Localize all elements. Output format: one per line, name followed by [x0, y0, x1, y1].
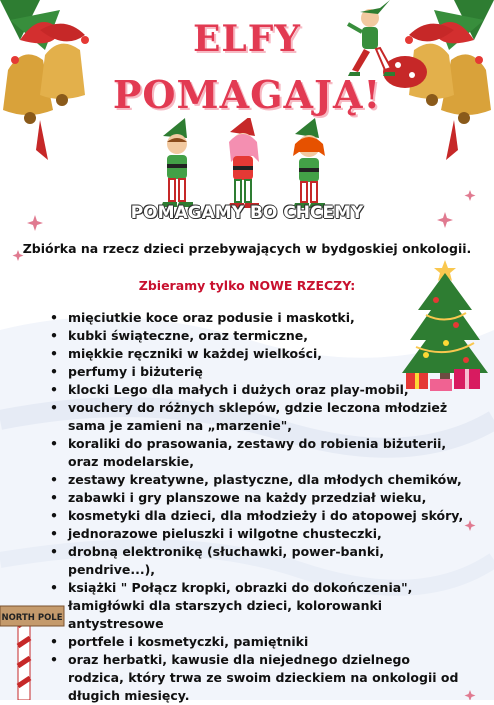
intro-text: Zbiórka na rzecz dzieci przebywających w bydgoskiej onkologii.	[22, 241, 472, 256]
list-item	[50, 543, 470, 579]
title-line-2: POMAGAJĄ!	[112, 72, 382, 117]
list-item	[50, 327, 470, 345]
list-item	[50, 345, 470, 363]
list-item-text: koraliki do prasowania, zestawy do robienia biżuterii, oraz modelarskie,	[68, 436, 447, 469]
list-item	[50, 651, 470, 705]
list-item-text: kubki świąteczne, oraz termiczne,	[68, 328, 308, 343]
list-item	[50, 399, 470, 435]
list-item-text: perfumy i biżuterię	[68, 364, 203, 379]
three-elves-icon	[145, 118, 345, 213]
list-item	[50, 579, 470, 633]
list-item	[50, 381, 470, 399]
list-item	[50, 633, 470, 651]
list-item-text: vouchery do różnych sklepów, gdzie leczona młodzież sama je zamieni na „marzenie",	[68, 400, 448, 433]
list-item-text: zabawki i gry planszowe na każdy przedział wieku,	[68, 490, 427, 505]
list-item-text: jednorazowe pieluszki i wilgotne chusteczki,	[68, 526, 382, 541]
list-item	[50, 507, 470, 525]
collect-heading: Zbieramy tylko NOWE RZECZY:	[138, 278, 356, 293]
list-item-text: książki " Połącz kropki, obrazki do dokończenia", łamigłówki dla starszych dzieci, kolorowanki antystresowe	[68, 580, 413, 631]
title-line-1: ELFY	[192, 18, 301, 60]
list-item-text: klocki Lego dla małych i dużych oraz play-mobil,	[68, 382, 409, 397]
list-item	[50, 489, 470, 507]
list-item-text: mięciutkie koce oraz podusie i maskotki,	[68, 310, 355, 325]
motto-text: POMAGAMY BO CHCEMY	[130, 203, 364, 223]
list-item-text: portfele i kosmetyczki, pamiętniki	[68, 634, 309, 649]
sign-label: NORTH POLE	[1, 613, 63, 623]
list-item	[50, 363, 470, 381]
list-item	[50, 471, 470, 489]
list-item-text: oraz herbatki, kawusie dla niejednego dzielnego rodzica, który trwa ze swoim dzieckiem na onkologii od długich miesięcy.	[68, 652, 459, 703]
list-item-text: drobną elektronikę (słuchawki, power-banki, pendrive...),	[68, 544, 385, 577]
list-item-text: miękkie ręczniki w każdej wielkości,	[68, 346, 323, 361]
list-item	[50, 525, 470, 543]
list-item	[50, 435, 470, 471]
list-item-text: zestawy kreatywne, plastyczne, dla młodych chemików,	[68, 472, 462, 487]
items-list	[50, 309, 470, 705]
list-item	[50, 309, 470, 327]
list-item-text: kosmetyki dla dzieci, dla młodzieży i do atopowej skóry,	[68, 508, 464, 523]
